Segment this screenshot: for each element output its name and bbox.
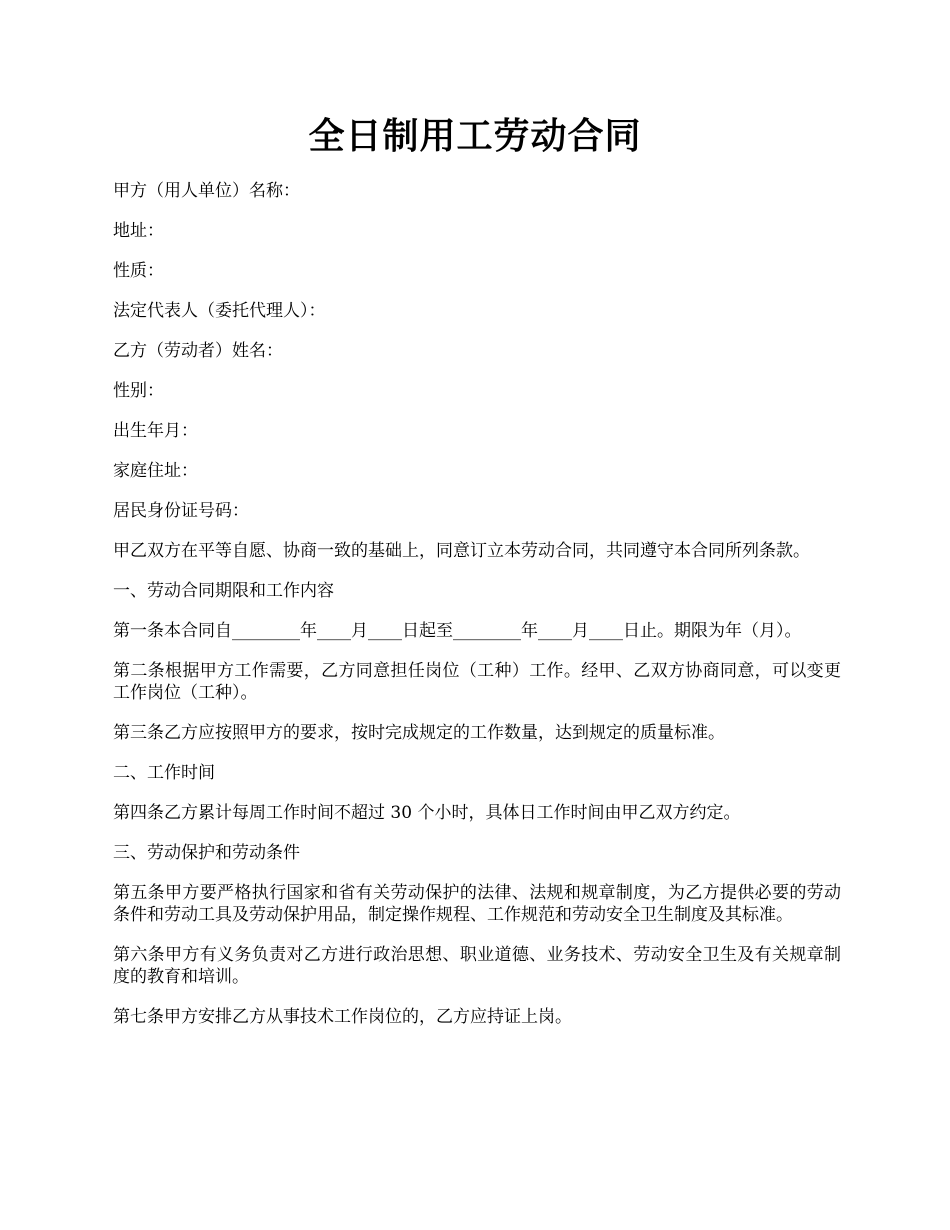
field-legal-representative: 法定代表人（委托代理人）： <box>113 301 326 321</box>
contract-body <box>113 180 841 1046</box>
article-paragraph: 第三条乙方应按照甲方的要求，按时完成规定的工作数量，达到规定的质量标准。 <box>113 723 725 743</box>
field-employer-name: 甲方（用人单位）名称： <box>113 181 300 201</box>
article-paragraph: 第一条本合同自________年____月____日起至________年____月____日止。期限为年（月）。 <box>113 621 802 641</box>
field-employee-name: 乙方（劳动者）姓名： <box>113 341 283 361</box>
article-paragraph: 第四条乙方累计每周工作时间不超过 30 个小时，具体日工作时间由甲乙双方约定。 <box>113 803 741 823</box>
section-heading: 二、工作时间 <box>113 763 215 783</box>
section-heading: 一、劳动合同期限和工作内容 <box>113 581 334 601</box>
field-id-number: 居民身份证号码： <box>113 501 249 521</box>
article-paragraph: 第六条甲方有义务负责对乙方进行政治思想、职业道德、业务技术、劳动安全卫生及有关规章制度的教育和培训。 <box>113 945 841 987</box>
field-birth-date: 出生年月： <box>113 421 198 441</box>
field-address: 地址： <box>113 221 164 241</box>
article-paragraph: 第二条根据甲方工作需要，乙方同意担任岗位（工种）工作。经甲、乙双方协商同意，可以变更工作岗位（工种）。 <box>113 661 841 703</box>
page-title: 全日制用工劳动合同 <box>308 115 642 157</box>
preamble-paragraph: 甲乙双方在平等自愿、协商一致的基础上，同意订立本劳动合同，共同遵守本合同所列条款。 <box>113 541 810 561</box>
section-heading: 三、劳动保护和劳动条件 <box>113 843 300 863</box>
field-nature: 性质： <box>113 261 164 281</box>
article-paragraph: 第五条甲方要严格执行国家和省有关劳动保护的法律、法规和规章制度，为乙方提供必要的劳动条件和劳动工具及劳动保护用品，制定操作规程、工作规范和劳动安全卫生制度及其标准。 <box>113 883 841 925</box>
article-paragraph: 第七条甲方安排乙方从事技术工作岗位的，乙方应持证上岗。 <box>113 1007 572 1027</box>
field-gender: 性别： <box>113 381 164 401</box>
field-home-address: 家庭住址： <box>113 461 198 481</box>
